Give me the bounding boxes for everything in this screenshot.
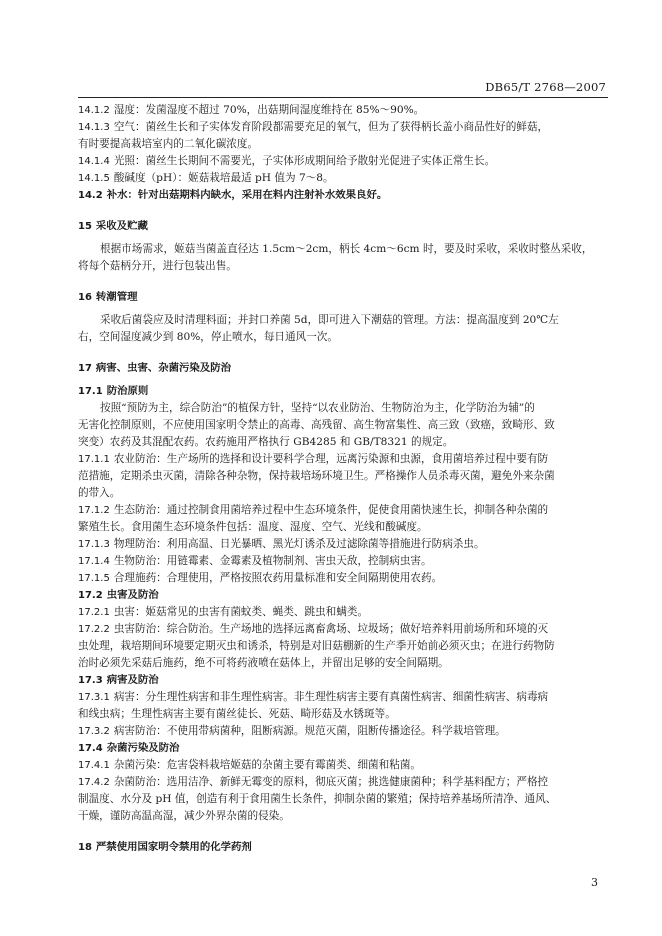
clause-17-4-2 — [78, 774, 608, 791]
clause-number: 17.4.2 — [78, 777, 110, 788]
section-title: 采收及贮藏 — [95, 220, 148, 232]
clause-17-2-2-cont — [78, 638, 608, 655]
clause-17-3-1 — [78, 689, 608, 706]
paragraph-15-cont — [78, 258, 608, 275]
clause-text: 杂菌污染：危害袋料栽培姬菇的杂菌主要有霉菌类、细菌和粘菌。 — [113, 759, 422, 771]
clause-text: 制温度、水分及 pH 值，创造有利于食用菌生长条件，抑制杂菌的繁殖；保持培养基场所清净、通风、 — [78, 793, 557, 805]
clause-text: 空气：菌丝生长和子实体发育阶段都需要充足的氧气，但为了获得柄长盖小商品性好的鲜菇， — [113, 121, 549, 133]
clause-text: 生物防治：用链霉素、金霉素及植物制剂、害虫天敌，控制病虫害。 — [113, 555, 432, 567]
clause-text: 酸碱度（pH）：姬菇栽培最适 pH 值为 7～8。 — [113, 172, 334, 184]
paragraph-text: 根据市场需求，姬菇当菌盖直径达 1.5cm～2cm，柄长 4cm～6cm 时，要及时采收，采收时整丛采收， — [100, 243, 593, 255]
clause-text: 生态防治：通过控制食用菌培养过程中生态环境条件，促使食用菌快速生长，抑制各种杂菌的 — [113, 504, 549, 516]
clause-text: 湿度：发菌湿度不超过 70%，出菇期间湿度维持在 85%～90%。 — [113, 104, 425, 116]
clause-number: 17.2.2 — [78, 624, 110, 635]
clause-17-4-1 — [78, 757, 608, 774]
clause-number: 17.1.5 — [78, 573, 110, 584]
clause-text: 治时必须先采菇后施药，绝不可将药液喷在菇体上，并留出足够的安全间隔期。 — [78, 657, 449, 669]
clause-17-2-1 — [78, 604, 608, 621]
paragraph-text: 无害化控制原则，不应使用国家明令禁止的高毒、高残留、高生物富集性、高三致（致癌，致畸形、致 — [78, 419, 555, 431]
section-title: 病害及防治 — [106, 674, 159, 686]
document-code: DB65/T 2768—2007 — [485, 80, 606, 94]
clause-number: 14.1.2 — [78, 105, 110, 116]
clause-text: 物理防治：利用高温、日光暴晒、黑光灯诱杀及过滤除菌等措施进行防病杀虫。 — [113, 538, 485, 550]
clause-17-4-2-cont — [78, 808, 608, 825]
section-title: 杂菌污染及防治 — [106, 742, 180, 754]
clause-14-1-3-cont — [78, 136, 608, 153]
clause-text: 虫害：姬菇常见的虫害有菌蚊类、蝇类、跳虫和螨类。 — [113, 606, 369, 618]
clause-17-1-1-cont — [78, 485, 608, 502]
clause-text: 范措施，定期杀虫灭菌，清除各种杂物，保持栽培场环境卫生。严格操作人员杀毒灭菌，避免外来杂菌 — [78, 470, 555, 482]
clause-17-1-3 — [78, 536, 608, 553]
clause-text: 补水：针对出菇期料内缺水，采用在料内注射补水效果良好。 — [106, 189, 388, 201]
clause-number: 17.1.4 — [78, 556, 110, 567]
clause-text: 和线虫病；生理性病害主要有菌丝徒长、死菇、畸形菇及水锈斑等。 — [78, 708, 396, 720]
clause-number: 14.1.4 — [78, 156, 110, 167]
section-number: 17.3 — [78, 675, 103, 686]
paragraph-text: 将每个菇柄分开，进行包装出售。 — [78, 260, 237, 272]
clause-number: 17.1.1 — [78, 454, 110, 465]
paragraph-16 — [78, 312, 608, 329]
paragraph-text: 按照“预防为主，综合防治”的植保方针，坚持“以农业防治、生物防治为主，化学防治为辅”的 — [100, 402, 535, 414]
section-18-heading — [78, 839, 608, 856]
clause-number: 17.4.1 — [78, 760, 110, 771]
clause-number: 17.3.2 — [78, 726, 110, 737]
clause-17-3-2 — [78, 723, 608, 740]
section-15-heading — [78, 218, 608, 235]
paragraph-16-cont — [78, 329, 608, 346]
page-number: 3 — [591, 876, 598, 889]
clause-17-3-1-cont — [78, 706, 608, 723]
clause-text: 合理施药：合理使用，严格按照农药用量标准和安全间隔期使用农药。 — [113, 572, 443, 584]
section-title: 严禁使用国家明令禁用的化学药剂 — [95, 841, 252, 853]
clause-14-1-3 — [78, 119, 608, 136]
section-title: 虫害及防治 — [106, 589, 159, 601]
clause-number: 14.2 — [78, 190, 103, 201]
paragraph-text: 右，空间湿度减少到 80%，停止喷水，每日通风一次。 — [78, 331, 338, 343]
clause-17-1-5 — [78, 570, 608, 587]
clause-text: 虫害防治：综合防治。生产场地的选择远离畜禽场、垃圾场；做好培养料用前场所和环境的灭 — [113, 623, 549, 635]
paragraph-text: 突变）农药及其混配农药。农药施用严格执行 GB4285 和 GB/T8321 的规定。 — [78, 436, 454, 448]
section-number: 17 — [78, 363, 92, 374]
clause-17-2-2 — [78, 621, 608, 638]
clause-number: 14.1.5 — [78, 173, 110, 184]
section-number: 16 — [78, 292, 92, 303]
section-17-3-heading — [78, 672, 608, 689]
document-body — [78, 102, 608, 856]
clause-text: 农业防治：生产场所的选择和设计要科学合理，远离污染源和虫源，食用菌培养过程中要有防 — [113, 453, 549, 465]
clause-17-1-2-cont — [78, 519, 608, 536]
section-title: 病害、虫害、杂菌污染及防治 — [95, 362, 231, 374]
clause-14-1-5 — [78, 170, 608, 187]
clause-17-4-2-cont — [78, 791, 608, 808]
clause-14-1-4 — [78, 153, 608, 170]
paragraph-17-1-cont — [78, 417, 608, 434]
section-17-1-heading — [78, 383, 608, 400]
section-17-2-heading — [78, 587, 608, 604]
clause-number: 17.3.1 — [78, 692, 110, 703]
header-rule — [78, 97, 608, 98]
section-16-heading — [78, 289, 608, 306]
clause-text: 病害：分生理性病害和非生理性病害。非生理性病害主要有真菌性病害、细菌性病害、病毒病 — [113, 691, 549, 703]
section-number: 17.4 — [78, 743, 103, 754]
clause-17-1-1-cont — [78, 468, 608, 485]
clause-17-1-2 — [78, 502, 608, 519]
section-number: 18 — [78, 842, 92, 853]
section-title: 防治原则 — [106, 385, 149, 397]
clause-17-1-4 — [78, 553, 608, 570]
section-number: 15 — [78, 221, 92, 232]
clause-14-1-2 — [78, 102, 608, 119]
clause-text: 的带入。 — [78, 487, 121, 499]
section-17-heading — [78, 360, 608, 377]
clause-text: 病害防治：不使用带病菌种，阻断病源。规范灭菌，阻断传播途径。科学栽培管理。 — [113, 725, 506, 737]
clause-number: 17.1.2 — [78, 505, 110, 516]
clause-17-2-2-cont — [78, 655, 608, 672]
clause-number: 14.1.3 — [78, 122, 110, 133]
clause-text: 有时要提高栽培室内的二氧化碳浓度。 — [78, 138, 259, 150]
paragraph-17-1-cont — [78, 434, 608, 451]
clause-number: 17.2.1 — [78, 607, 110, 618]
section-number: 17.2 — [78, 590, 103, 601]
clause-text: 光照：菌丝生长期间不需要光，子实体形成期间给予散射光促进子实体正常生长。 — [113, 155, 496, 167]
clause-number: 17.1.3 — [78, 539, 110, 550]
clause-text: 虫处理，栽培期间环境要定期灭虫和诱杀，特别是对旧菇棚新的生产季开始前必须灭虫；在进行药物防 — [78, 640, 555, 652]
clause-14-2 — [78, 187, 608, 204]
section-title: 转潮管理 — [95, 291, 138, 303]
clause-text: 干燥，谨防高温高湿，减少外界杂菌的侵染。 — [78, 810, 290, 822]
paragraph-17-1 — [78, 400, 608, 417]
section-17-4-heading — [78, 740, 608, 757]
clause-text: 杂菌防治：选用洁净、新鲜无霉变的原料，彻底灭菌；挑选健康菌种；科学基料配方；严格控 — [113, 776, 549, 788]
clause-text: 繁殖生长。食用菌生态环境条件包括：温度、湿度、空气、光线和酸碱度。 — [78, 521, 428, 533]
paragraph-text: 采收后菌袋应及时清理料面；并封口养菌 5d，即可进入下潮菇的管理。方法：提高温度到 20℃左 — [100, 314, 559, 326]
paragraph-15 — [78, 241, 608, 258]
clause-17-1-1 — [78, 451, 608, 468]
section-number: 17.1 — [78, 386, 103, 397]
